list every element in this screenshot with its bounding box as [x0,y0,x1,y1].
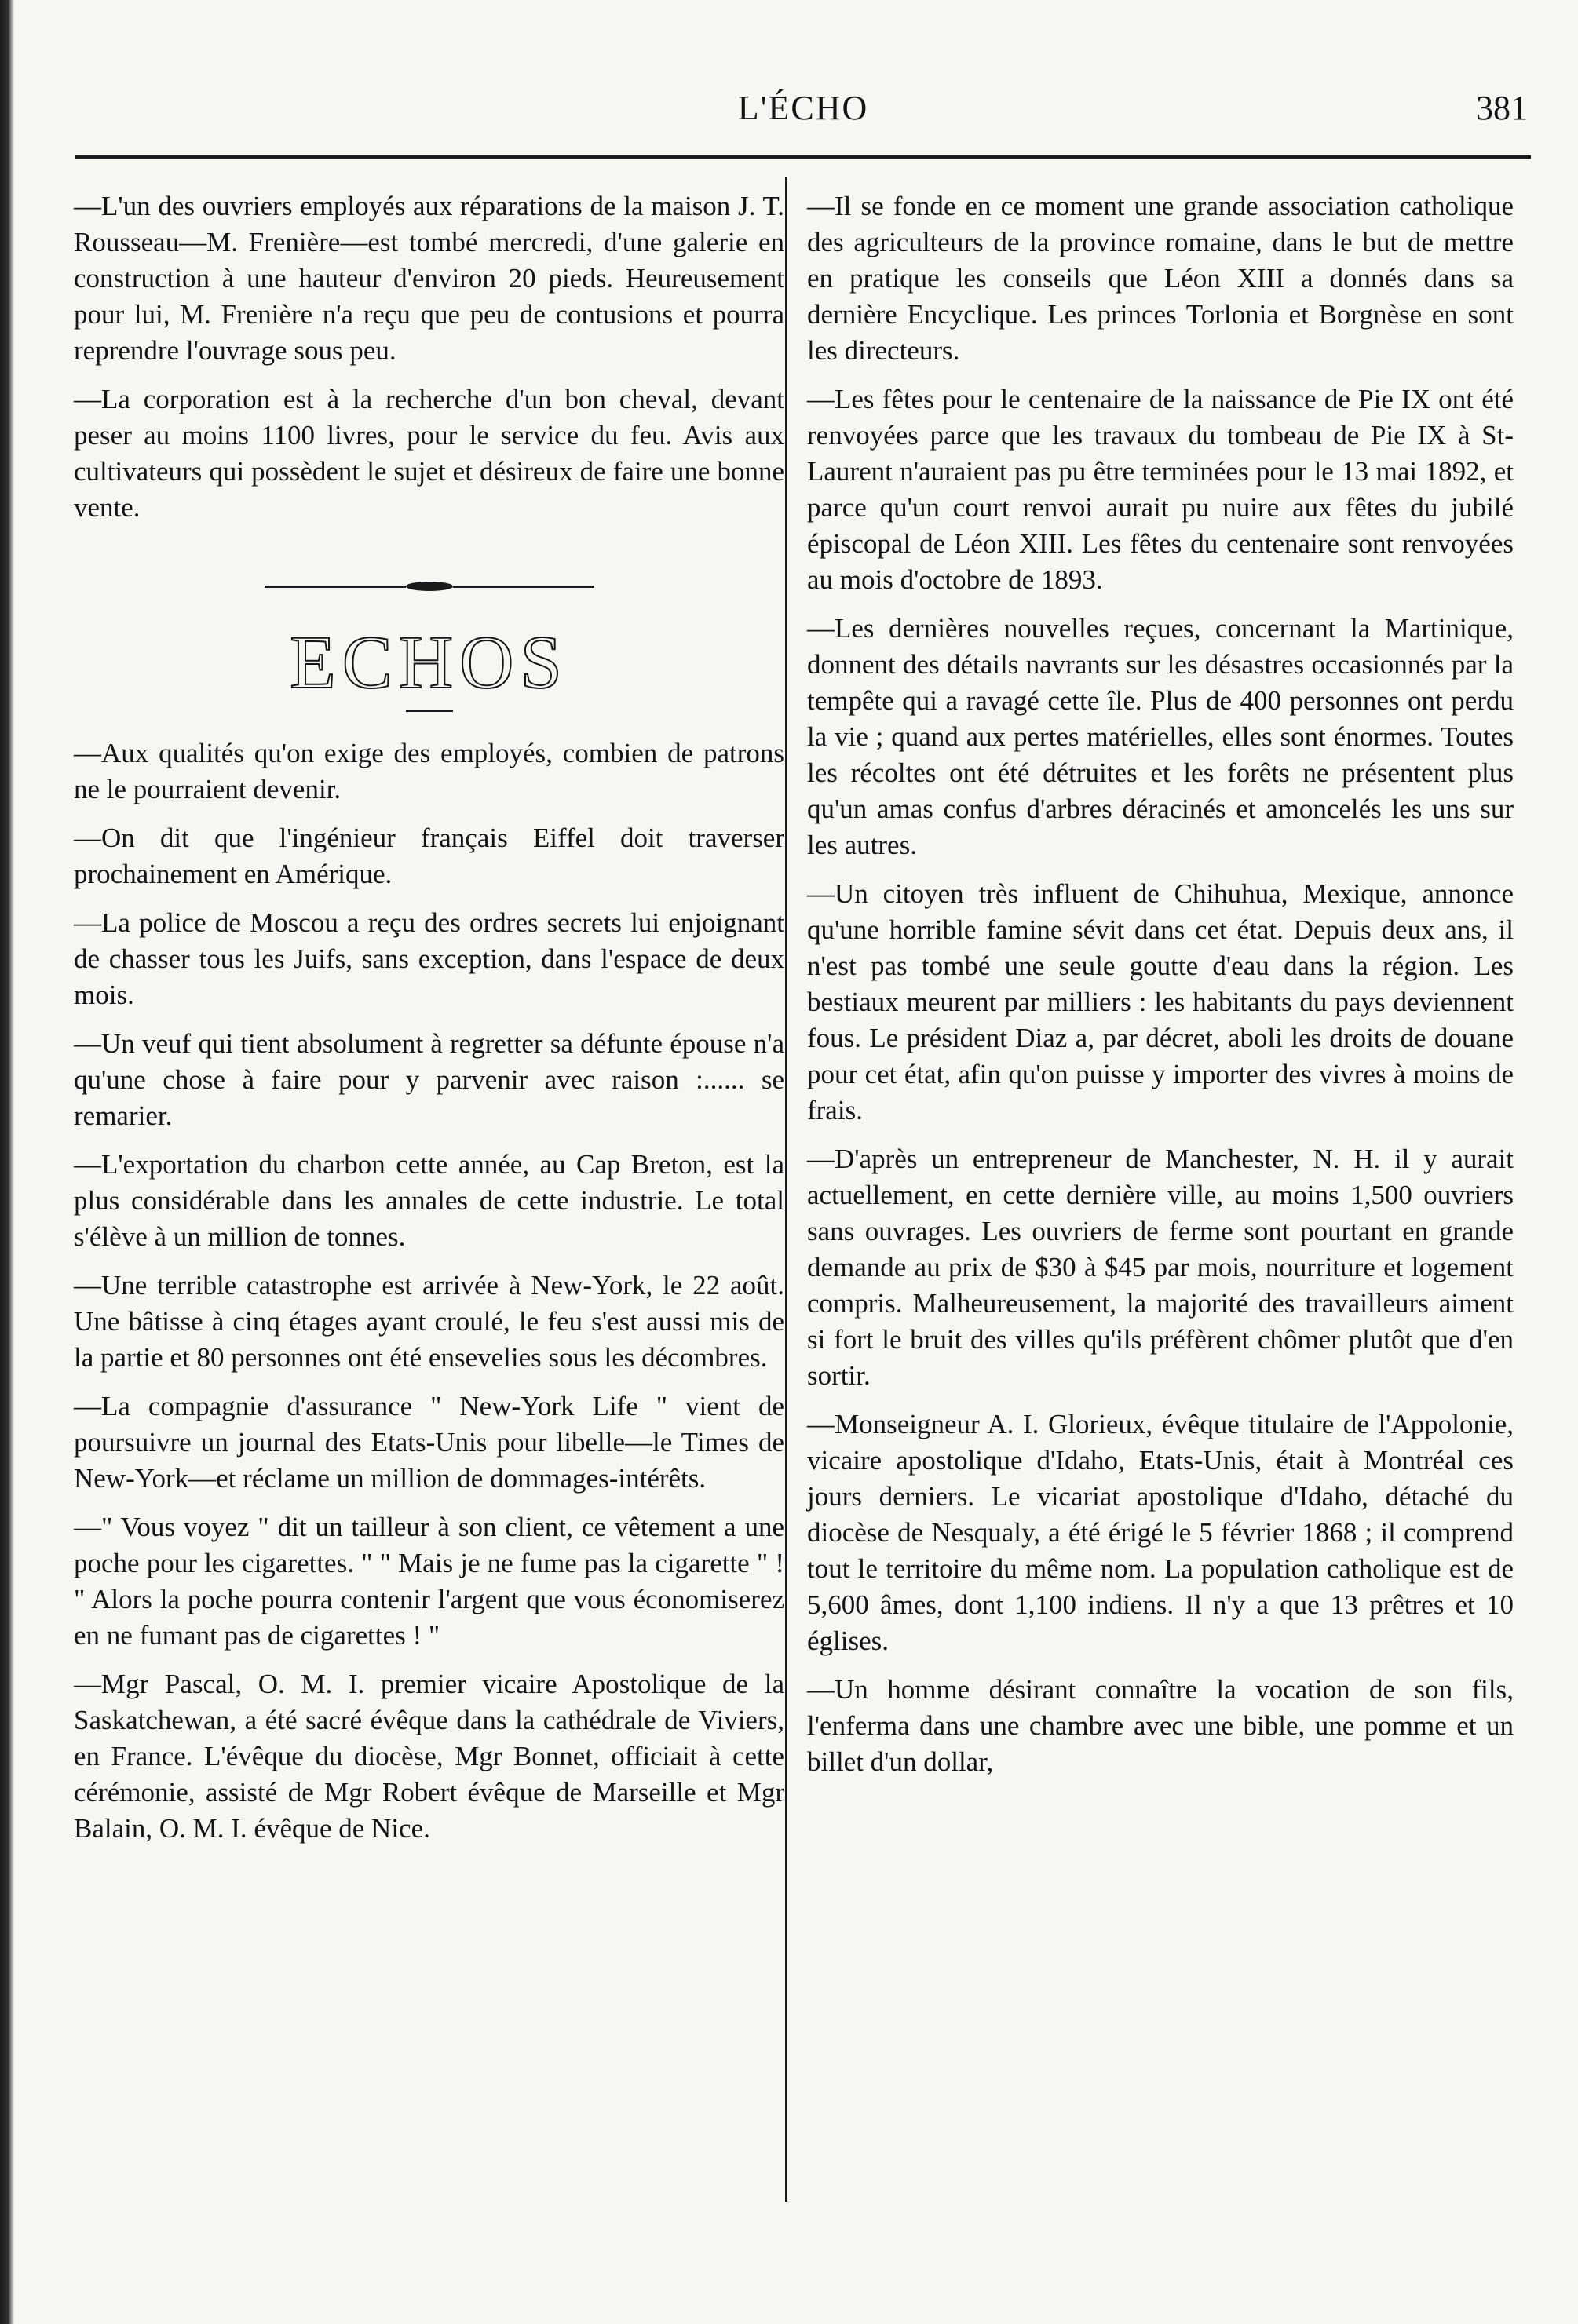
echo-item: —" Vous voyez " dit un tailleur à son client, ce vêtement a une poche pour les cigarettes. " " Mais je ne fume pas la cigarette " ! " Alors la poche pourra contenir l'argent que vous économiserez en ne fumant pas de cigarettes ! " [74,1512,784,1651]
echo-item: —Un veuf qui tient absolument à regretter sa défunte épouse n'a qu'une chose à faire pour y parvenir avec raison :...... se remarier. [74,1028,784,1131]
right-column [807,188,1514,1793]
echo-item: —D'après un entrepreneur de Manchester, N. H. il y aurait actuellement, en cette dernière ville, au moins 1,500 ouvriers sans ouvrages. Les ouvriers de ferme sont pourtant en grande demande au prix de $30 à $45 par mois, nourriture et logement compris. Malheureusement, la majorité des travailleurs aiment si fort le bruit des villes qu'ils préfèrent chômer plutôt que d'en sortir. [807,1144,1514,1391]
ornament-line [265,586,406,588]
scan-edge-shadow [0,0,14,2324]
article-paragraph: —L'un des ouvriers employés aux réparations de la maison J. T. Rousseau—M. Frenière—est tombé mercredi, d'une galerie en construction à une hauteur d'environ 20 pieds. Heureusement pour lui, M. Frenière n'a reçu que peu de contusions et pourra reprendre l'ouvrage sous peu. [74,191,784,366]
section-rule [406,710,453,712]
section-title: ECHOS [290,620,568,704]
echo-item: —La police de Moscou a reçu des ordres secrets lui enjoignant de chasser tous les Juifs, sans exception, dans l'espace de deux mois. [74,907,784,1010]
echo-item: —Les dernières nouvelles reçues, concernant la Martinique, donnent des détails navrants sur les désastres occasionnés par la tempête qui a ravagé cette île. Plus de 400 personnes ont perdu la vie ; quand aux pertes matérielles, elles sont énormes. Toutes les récoltes ont été détruites et les forêts ne présentent plus qu'un amas confus d'arbres déracinés et amoncelés les uns sur les autres. [807,613,1514,860]
echo-item: —Un homme désirant connaître la vocation de son fils, l'enferma dans une chambre avec une bible, une pomme et un billet d'un dollar, [807,1674,1514,1777]
page-number: 381 [1476,89,1528,127]
masthead-title: L'ÉCHO [737,89,869,127]
echo-item: —Aux qualités qu'on exige des employés, combien de patrons ne le pourraient devenir. [74,738,784,804]
echo-item: —La compagnie d'assurance " New-York Life " vient de poursuivre un journal des Etats-Unis pour libelle—le Times de New-York—et réclame un million de dommages-intérêts. [74,1391,784,1494]
echo-item: —Mgr Pascal, O. M. I. premier vicaire Apostolique de la Saskatchewan, a été sacré évêque dans la cathédrale de Viviers, en France. L'évêque du diocèse, Mgr Bonnet, officiait à cette cérémonie, assisté de Mgr Robert évêque de Marseille et Mgr Balain, O. M. I. évêque de Nice. [74,1669,784,1844]
column-divider [785,177,787,2202]
echo-item: —On dit que l'ingénieur français Eiffel doit traverser prochainement en Amérique. [74,823,784,889]
section-ornament [74,581,784,592]
echo-item: —Une terrible catastrophe est arrivée à New-York, le 22 août. Une bâtisse à cinq étages ayant croulé, le feu s'est aussi mis de la partie et 80 personnes ont été ensevelies sous les décombres. [74,1270,784,1373]
article-paragraph: —La corporation est à la recherche d'un bon cheval, devant peser au moins 1100 livres, pour le service du feu. Avis aux cultivateurs qui possèdent le sujet et désireux de faire une bonne vente. [74,384,784,523]
echo-item: —Les fêtes pour le centenaire de la naissance de Pie IX ont été renvoyées parce que les travaux du tombeau de Pie IX à St-Laurent n'auraient pas pu être terminées pour le 13 mai 1892, et parce qu'un court renvoi aurait pu nuire aux fêtes du jubilé épiscopal de Léon XIII. Les fêtes du centenaire sont renvoyées au mois d'octobre de 1893. [807,384,1514,595]
echo-item: —Monseigneur A. I. Glorieux, évêque titulaire de l'Appolonie, vicaire apostolique d'Idaho, Etats-Unis, était à Montréal ces jours derniers. Le vicariat apostolique d'Idaho, détaché du diocèse de Nesqualy, a été érigé le 5 février 1868 ; il comprend tout le territoire du même nom. La population catholique est de 5,600 âmes, dont 1,100 indiens. Il n'y a que 13 prêtres et 10 églises. [807,1409,1514,1656]
header-rule [75,155,1531,159]
page-header [75,72,1531,135]
echo-item: —Il se fonde en ce moment une grande association catholique des agriculteurs de la province romaine, dans le but de mettre en pratique les conseils que Léon XIII a donnés dans sa dernière Encyclique. Les princes Torlonia et Borgnèse en sont les directeurs. [807,191,1514,366]
ornament-line [453,586,594,588]
left-column [74,188,784,1859]
echo-item: —Un citoyen très influent de Chihuhua, Mexique, annonce qu'une horrible famine sévit dans cet état. Depuis deux ans, il n'est pas tombé une seule goutte d'eau dans la région. Les bestiaux meurent par milliers : les habitants du pays deviennent fous. Le président Diaz a, par décret, aboli les droits de douane pour cet état, afin qu'on puisse y importer des vivres à moins de frais. [807,878,1514,1126]
echo-item: —L'exportation du charbon cette année, au Cap Breton, est la plus considérable dans les annales de cette industrie. Le total s'élève à un million de tonnes. [74,1149,784,1252]
ornament-center [406,582,453,591]
